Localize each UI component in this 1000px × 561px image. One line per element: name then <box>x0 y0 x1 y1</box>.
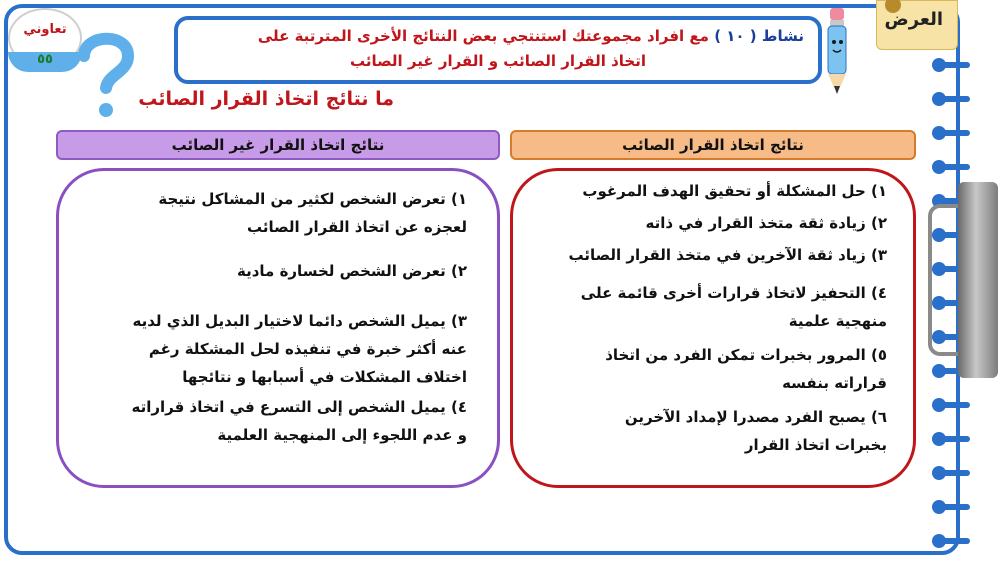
section-tab-label: العرض <box>884 9 943 30</box>
activity-text: مع افراد مجموعتك استنتجي بعض النتائج الأخرى المترتبة على <box>257 27 709 45</box>
activity-lead: نشاط ( ١٠ ) <box>714 27 804 45</box>
spiral-ring <box>932 126 972 140</box>
list-item: ٢) زيادة ثقة متخذ القرار في ذاته <box>645 214 887 232</box>
binder-clip-icon <box>928 182 998 378</box>
page-title: ما نتائج اتخاذ القرار الصائب <box>138 88 394 110</box>
spiral-ring <box>932 432 972 446</box>
spiral-ring <box>932 534 972 548</box>
spiral-ring <box>932 160 972 174</box>
section-tab[interactable] <box>876 0 958 50</box>
pencil-icon <box>822 6 852 98</box>
incorrect-decision-panel <box>56 168 500 488</box>
badge-number: ٥٥ <box>8 52 82 72</box>
list-item: ٣) يميل الشخص دائما لاختيار البديل الذي لديه عنه أكثر خبرة في تنفيذه لحل المشكلة رغم اختلاف المشكلات في أسبابها و نتائجها <box>132 312 467 386</box>
badge-label: تعاوني <box>23 22 67 37</box>
spiral-ring <box>932 92 972 106</box>
activity-box <box>174 16 822 84</box>
spiral-ring <box>932 500 972 514</box>
incorrect-decision-header: نتائج اتخاذ القرار غير الصائب <box>56 130 500 160</box>
list-item: ٤) يميل الشخص إلى التسرع في اتخاذ قراراته و عدم اللجوء إلى المنهجية العلمية <box>131 398 467 444</box>
list-item: ٤) التحفيز لاتخاذ قرارات أخرى قائمة على منهجية علمية <box>580 284 887 330</box>
spiral-ring <box>932 58 972 72</box>
spiral-ring <box>932 466 972 480</box>
list-item: ٦) يصبح الفرد مصدرا لإمداد الآخرين بخبرات اتخاذ القرار <box>624 408 887 454</box>
correct-decision-header: نتائج اتخاذ القرار الصائب <box>510 130 916 160</box>
activity-line2: اتخاذ القرار الصائب و القرار غير الصائب <box>349 52 647 70</box>
spiral-ring <box>932 398 972 412</box>
list-item: ١) حل المشكلة أو تحقيق الهدف المرغوب <box>582 182 887 200</box>
list-item: ٢) تعرض الشخص لخسارة مادية <box>237 262 467 280</box>
correct-decision-panel <box>510 168 916 488</box>
list-item: ٥) المرور بخبرات تمكن الفرد من اتخاذ قراراته بنفسه <box>605 346 887 392</box>
list-item: ١) تعرض الشخص لكثير من المشاكل نتيجة لعجزه عن اتخاذ القرار الصائب <box>158 190 467 236</box>
list-item: ٣) زياد ثقة الآخرين في متخذ القرار الصائب <box>568 246 887 264</box>
